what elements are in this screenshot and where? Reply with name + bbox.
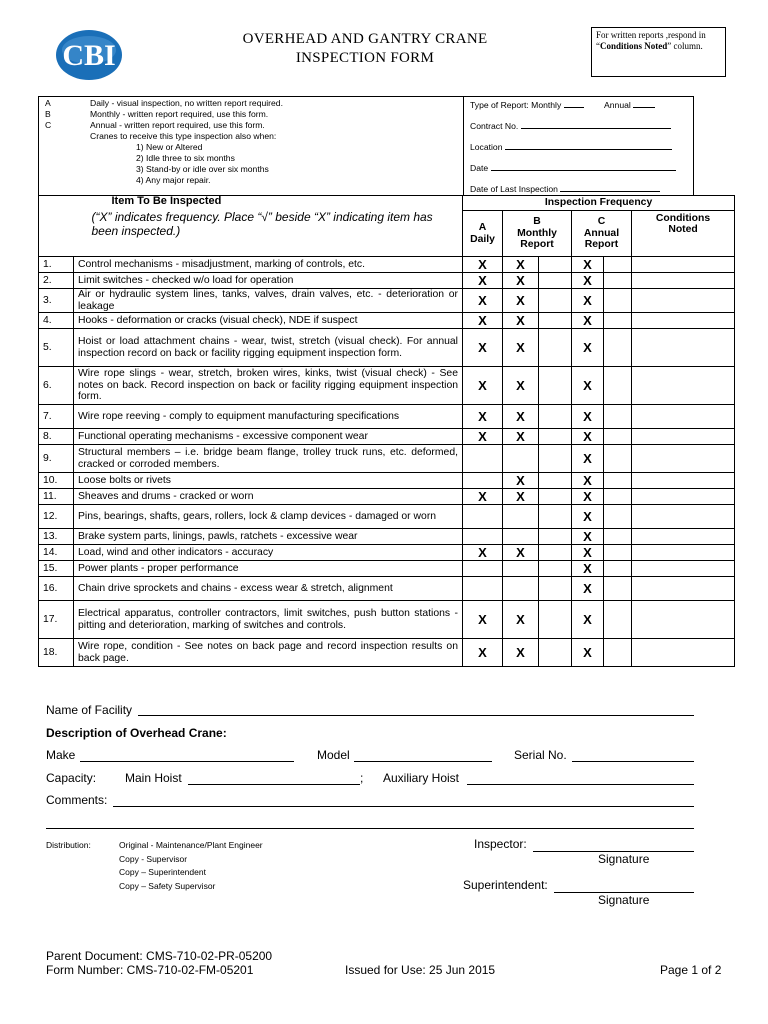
row-item-text: Air or hydraulic system lines, tanks, valves, drain valves, etc. - deterioration or leakage bbox=[74, 289, 463, 313]
row-number: 13. bbox=[39, 529, 74, 545]
contract-blank[interactable] bbox=[521, 119, 671, 129]
monthly-mark bbox=[503, 445, 539, 473]
legend-text-a: Daily - visual inspection, no written report required. bbox=[90, 98, 283, 108]
inspection-rows bbox=[39, 257, 735, 667]
col-a-letter: A bbox=[478, 222, 487, 234]
annual-check-cell[interactable] bbox=[604, 529, 632, 545]
capacity-separator: ; bbox=[360, 771, 364, 785]
table-row bbox=[39, 429, 735, 445]
row-number: 6. bbox=[39, 367, 74, 405]
type-label: Type of Report: bbox=[470, 100, 529, 110]
frequency-header: Inspection Frequency bbox=[463, 196, 735, 211]
annual-check-cell[interactable] bbox=[604, 313, 632, 329]
annual-mark: X bbox=[572, 505, 604, 529]
monthly-check-cell[interactable] bbox=[539, 601, 572, 639]
parent-document: Parent Document: CMS-710-02-PR-05200 bbox=[46, 949, 273, 963]
annual-mark: X bbox=[572, 639, 604, 667]
legend-cond-2: 2) Idle three to six months bbox=[136, 153, 235, 163]
table-row bbox=[39, 545, 735, 561]
legend-letter-b: B bbox=[45, 109, 51, 119]
annual-check-cell[interactable] bbox=[604, 473, 632, 489]
table-row bbox=[39, 257, 735, 273]
row-number: 5. bbox=[39, 329, 74, 367]
distribution-item-1: Original - Maintenance/Plant Engineer bbox=[119, 840, 263, 850]
model-field[interactable] bbox=[354, 761, 492, 762]
conditions-noted-cell[interactable] bbox=[632, 505, 735, 529]
make-field[interactable] bbox=[80, 761, 294, 762]
annual-check-cell[interactable] bbox=[604, 545, 632, 561]
inspector-signature-caption: Signature bbox=[598, 852, 650, 866]
table-row bbox=[39, 601, 735, 639]
row-number: 3. bbox=[39, 289, 74, 313]
legend-text-c: Annual - written report required, use this form. bbox=[90, 120, 265, 130]
row-item-text: Structural members – i.e. bridge beam flange, trolley truck runs, etc. deformed, cracked or corroded members. bbox=[74, 445, 463, 473]
type-of-report-row bbox=[470, 98, 680, 110]
row-number: 14. bbox=[39, 545, 74, 561]
monthly-mark: X bbox=[503, 289, 539, 313]
row-number: 1. bbox=[39, 257, 74, 273]
row-item-text: Wire rope reeving - comply to equipment manufacturing specifications bbox=[74, 405, 463, 429]
annual-check-cell[interactable] bbox=[604, 273, 632, 289]
conditions-noted-cell[interactable] bbox=[632, 405, 735, 429]
col-c-letter: C bbox=[597, 216, 606, 228]
col-b-sub: Report bbox=[520, 239, 554, 251]
table-row bbox=[39, 367, 735, 405]
row-item-text: Power plants - proper performance bbox=[74, 561, 463, 577]
annual-mark: X bbox=[572, 405, 604, 429]
note-pre: For written reports ,respond in “ bbox=[596, 30, 706, 51]
legend-cond-1: 1) New or Altered bbox=[136, 142, 203, 152]
daily-mark: X bbox=[463, 289, 503, 313]
row-item-text: Limit switches - checked w/o load for operation bbox=[74, 273, 463, 289]
annual-check-cell[interactable] bbox=[604, 445, 632, 473]
monthly-mark: X bbox=[503, 601, 539, 639]
table-row bbox=[39, 489, 735, 505]
crane-description-heading: Description of Overhead Crane: bbox=[46, 726, 227, 740]
conditions-noted-cell[interactable] bbox=[632, 473, 735, 489]
monthly-mark: X bbox=[503, 273, 539, 289]
capacity-label: Capacity: bbox=[46, 771, 97, 785]
annual-mark: X bbox=[572, 577, 604, 601]
table-header-row-1 bbox=[39, 196, 735, 211]
monthly-mark bbox=[503, 529, 539, 545]
annual-check-cell[interactable] bbox=[604, 561, 632, 577]
header-item-cell bbox=[74, 196, 463, 257]
row-item-text: Wire rope slings - wear, stretch, broken wires, kinks, twist (visual check) - See notes on back. Record inspection on back or facility rigging equipment inspection form. bbox=[74, 367, 463, 405]
monthly-mark: X bbox=[503, 545, 539, 561]
legend-letter-c: C bbox=[45, 120, 52, 130]
row-item-text: Wire rope, condition - See notes on back page and record inspection results on back page. bbox=[74, 639, 463, 667]
daily-mark bbox=[463, 577, 503, 601]
annual-check-cell[interactable] bbox=[604, 639, 632, 667]
table-row bbox=[39, 505, 735, 529]
table-row bbox=[39, 529, 735, 545]
svg-text:CBI: CBI bbox=[62, 39, 116, 72]
col-c-label: Annual bbox=[583, 227, 620, 239]
daily-mark: X bbox=[463, 489, 503, 505]
daily-mark bbox=[463, 529, 503, 545]
page-number: Page 1 of 2 bbox=[660, 963, 722, 977]
monthly-check-cell[interactable] bbox=[539, 473, 572, 489]
conditions-noted-cell[interactable] bbox=[632, 367, 735, 405]
table-row bbox=[39, 273, 735, 289]
superintendent-signature-caption: Signature bbox=[598, 893, 650, 907]
row-number: 15. bbox=[39, 561, 74, 577]
inspector-label: Inspector: bbox=[474, 837, 527, 851]
distribution-item-4: Copy – Safety Supervisor bbox=[119, 881, 216, 891]
monthly-check-cell[interactable] bbox=[539, 529, 572, 545]
monthly-mark: X bbox=[503, 405, 539, 429]
aux-hoist-label: Auxiliary Hoist bbox=[383, 771, 460, 785]
monthly-check-cell[interactable] bbox=[539, 257, 572, 273]
form-title bbox=[160, 30, 570, 68]
monthly-mark: X bbox=[503, 257, 539, 273]
item-subheader: (“X” indicates frequency. Place “√” beside “X” indicating item has been inspected.) bbox=[91, 210, 433, 239]
annual-check-cell[interactable] bbox=[604, 489, 632, 505]
row-item-text: Pins, bearings, shafts, gears, rollers, lock & clamp devices - damaged or worn bbox=[74, 505, 463, 529]
col-b-label: Monthly bbox=[517, 227, 557, 239]
annual-mark: X bbox=[572, 489, 604, 505]
annual-mark: X bbox=[572, 529, 604, 545]
aux-hoist-field[interactable] bbox=[467, 784, 694, 785]
conditions-noted-cell[interactable] bbox=[632, 601, 735, 639]
annual-check-cell[interactable] bbox=[604, 367, 632, 405]
col-b-header bbox=[503, 211, 572, 257]
row-item-text: Control mechanisms - misadjustment, marking of controls, etc. bbox=[74, 257, 463, 273]
item-header: Item To Be Inspected bbox=[111, 195, 222, 207]
row-number: 16. bbox=[39, 577, 74, 601]
annual-mark: X bbox=[572, 545, 604, 561]
table-row bbox=[39, 473, 735, 489]
location-label: Location bbox=[470, 142, 503, 152]
daily-mark bbox=[463, 445, 503, 473]
title-line1: OVERHEAD AND GANTRY CRANE bbox=[242, 31, 488, 47]
comments-field-line1[interactable] bbox=[113, 806, 694, 807]
conditions-noted-cell[interactable] bbox=[632, 545, 735, 561]
distribution-item-2: Copy - Supervisor bbox=[119, 854, 188, 864]
written-report-note bbox=[591, 27, 726, 77]
facility-field[interactable] bbox=[138, 715, 694, 716]
row-number: 8. bbox=[39, 429, 74, 445]
row-number: 11. bbox=[39, 489, 74, 505]
conditions-noted-cell[interactable] bbox=[632, 489, 735, 505]
row-number: 7. bbox=[39, 405, 74, 429]
annual-mark: X bbox=[572, 257, 604, 273]
daily-mark: X bbox=[463, 313, 503, 329]
row-item-text: Hoist or load attachment chains - wear, twist, stretch (visual check). For annual inspection record on back or facility rigging equipment inspection form. bbox=[74, 329, 463, 367]
monthly-check-cell[interactable] bbox=[539, 367, 572, 405]
conditions-noted-cell[interactable] bbox=[632, 577, 735, 601]
last-inspection-row bbox=[470, 182, 680, 194]
note-post: ” column. bbox=[667, 41, 703, 51]
row-item-text: Brake system parts, linings, pawls, ratchets - excessive wear bbox=[74, 529, 463, 545]
row-number: 4. bbox=[39, 313, 74, 329]
row-item-text: Electrical apparatus, controller contractors, limit switches, push button stations - pitting and deterioration, marking of switches and controls. bbox=[74, 601, 463, 639]
annual-mark: X bbox=[572, 473, 604, 489]
date-blank[interactable] bbox=[491, 161, 676, 171]
col-b-letter: B bbox=[533, 216, 541, 228]
monthly-blank[interactable] bbox=[564, 98, 584, 108]
monthly-check-cell[interactable] bbox=[539, 505, 572, 529]
header-num-cell bbox=[39, 196, 74, 257]
daily-mark: X bbox=[463, 429, 503, 445]
row-number: 12. bbox=[39, 505, 74, 529]
row-number: 18. bbox=[39, 639, 74, 667]
table-row bbox=[39, 405, 735, 429]
annual-check-cell[interactable] bbox=[604, 505, 632, 529]
comments-label: Comments: bbox=[46, 793, 108, 807]
serial-label: Serial No. bbox=[514, 748, 567, 762]
monthly-check-cell[interactable] bbox=[539, 329, 572, 367]
annual-mark: X bbox=[572, 329, 604, 367]
daily-mark: X bbox=[463, 405, 503, 429]
conditions-noted-cell[interactable] bbox=[632, 429, 735, 445]
monthly-check-cell[interactable] bbox=[539, 429, 572, 445]
legend-cond-4: 4) Any major repair. bbox=[136, 175, 211, 185]
form-number: Form Number: CMS-710-02-FM-05201 bbox=[46, 963, 254, 977]
last-inspection-label: Date of Last Inspection bbox=[470, 184, 558, 194]
daily-mark: X bbox=[463, 545, 503, 561]
monthly-check-cell[interactable] bbox=[539, 405, 572, 429]
table-row bbox=[39, 445, 735, 473]
annual-check-cell[interactable] bbox=[604, 601, 632, 639]
col-conditions-line2: Noted bbox=[668, 224, 698, 236]
annual-check-cell[interactable] bbox=[604, 429, 632, 445]
conditions-noted-cell[interactable] bbox=[632, 639, 735, 667]
row-item-text: Loose bolts or rivets bbox=[74, 473, 463, 489]
monthly-mark: X bbox=[503, 367, 539, 405]
annual-mark: X bbox=[572, 289, 604, 313]
annual-check-cell[interactable] bbox=[604, 329, 632, 367]
annual-check-cell[interactable] bbox=[604, 257, 632, 273]
annual-label: Annual bbox=[604, 100, 631, 110]
monthly-mark: X bbox=[503, 639, 539, 667]
monthly-check-cell[interactable] bbox=[539, 273, 572, 289]
annual-blank[interactable] bbox=[633, 98, 655, 108]
table-row bbox=[39, 289, 735, 313]
daily-mark: X bbox=[463, 367, 503, 405]
row-item-text: Chain drive sprockets and chains - excess wear & stretch, alignment bbox=[74, 577, 463, 601]
daily-mark: X bbox=[463, 601, 503, 639]
col-c-header bbox=[572, 211, 632, 257]
row-item-text: Load, wind and other indicators - accuracy bbox=[74, 545, 463, 561]
row-number: 17. bbox=[39, 601, 74, 639]
daily-mark: X bbox=[463, 273, 503, 289]
legend-letter-a: A bbox=[45, 98, 51, 108]
table-row bbox=[39, 561, 735, 577]
model-label: Model bbox=[317, 748, 350, 762]
monthly-mark bbox=[503, 577, 539, 601]
superintendent-label: Superintendent: bbox=[463, 878, 548, 892]
conditions-noted-cell[interactable] bbox=[632, 445, 735, 473]
daily-mark: X bbox=[463, 639, 503, 667]
daily-mark bbox=[463, 473, 503, 489]
inspection-table bbox=[38, 195, 735, 667]
col-c-sub: Report bbox=[584, 239, 619, 251]
annual-check-cell[interactable] bbox=[604, 405, 632, 429]
conditions-noted-cell[interactable] bbox=[632, 273, 735, 289]
annual-mark: X bbox=[572, 367, 604, 405]
annual-check-cell[interactable] bbox=[604, 289, 632, 313]
facility-label: Name of Facility bbox=[46, 703, 133, 717]
legend-also: Cranes to receive this type inspection also when: bbox=[90, 131, 277, 141]
col-conditions-line1: Conditions bbox=[655, 213, 711, 224]
monthly-mark bbox=[503, 505, 539, 529]
row-item-text: Hooks - deformation or cracks (visual check), NDE if suspect bbox=[74, 313, 463, 329]
monthly-check-cell[interactable] bbox=[539, 489, 572, 505]
monthly-mark: X bbox=[503, 329, 539, 367]
annual-mark: X bbox=[572, 601, 604, 639]
monthly-check-cell[interactable] bbox=[539, 445, 572, 473]
conditions-noted-cell[interactable] bbox=[632, 289, 735, 313]
annual-check-cell[interactable] bbox=[604, 577, 632, 601]
monthly-label: Monthly bbox=[531, 100, 562, 110]
daily-mark: X bbox=[463, 257, 503, 273]
monthly-check-cell[interactable] bbox=[539, 561, 572, 577]
monthly-mark: X bbox=[503, 473, 539, 489]
daily-mark: X bbox=[463, 329, 503, 367]
row-item-text: Sheaves and drums - cracked or worn bbox=[74, 489, 463, 505]
last-inspection-blank[interactable] bbox=[560, 182, 660, 192]
monthly-mark: X bbox=[503, 489, 539, 505]
serial-field[interactable] bbox=[572, 761, 694, 762]
conditions-noted-cell[interactable] bbox=[632, 329, 735, 367]
col-a-header bbox=[463, 211, 503, 257]
row-number: 2. bbox=[39, 273, 74, 289]
date-row bbox=[470, 161, 680, 173]
daily-mark bbox=[463, 561, 503, 577]
legend-text-b: Monthly - written report required, use this form. bbox=[90, 109, 269, 119]
note-bold: Conditions Noted bbox=[600, 41, 668, 51]
monthly-check-cell[interactable] bbox=[539, 639, 572, 667]
daily-mark bbox=[463, 505, 503, 529]
title-line2: INSPECTION FORM bbox=[295, 50, 435, 66]
distribution-label: Distribution: bbox=[46, 840, 91, 850]
contract-label: Contract No. bbox=[470, 121, 519, 131]
comments-field-line2[interactable] bbox=[46, 828, 694, 829]
row-number: 9. bbox=[39, 445, 74, 473]
location-row bbox=[470, 140, 680, 152]
make-label: Make bbox=[46, 748, 76, 762]
row-number: 10. bbox=[39, 473, 74, 489]
table-row bbox=[39, 577, 735, 601]
row-item-text: Functional operating mechanisms - excessive component wear bbox=[74, 429, 463, 445]
conditions-noted-cell[interactable] bbox=[632, 561, 735, 577]
monthly-mark: X bbox=[503, 429, 539, 445]
col-a-label: Daily bbox=[470, 233, 495, 245]
conditions-noted-cell[interactable] bbox=[632, 313, 735, 329]
annual-mark: X bbox=[572, 273, 604, 289]
table-row bbox=[39, 313, 735, 329]
main-hoist-label: Main Hoist bbox=[125, 771, 182, 785]
monthly-mark: X bbox=[503, 313, 539, 329]
monthly-mark bbox=[503, 561, 539, 577]
main-hoist-field[interactable] bbox=[188, 784, 360, 785]
monthly-check-cell[interactable] bbox=[539, 577, 572, 601]
annual-mark: X bbox=[572, 561, 604, 577]
header-divider bbox=[463, 96, 464, 196]
annual-mark: X bbox=[572, 445, 604, 473]
monthly-check-cell[interactable] bbox=[539, 313, 572, 329]
distribution-item-3: Copy – Superintendent bbox=[119, 867, 206, 877]
annual-mark: X bbox=[572, 429, 604, 445]
date-label: Date bbox=[470, 163, 489, 173]
conditions-noted-cell[interactable] bbox=[632, 529, 735, 545]
col-conditions-header bbox=[632, 211, 735, 257]
annual-mark: X bbox=[572, 313, 604, 329]
legend-cond-3: 3) Stand-by or idle over six months bbox=[136, 164, 269, 174]
contract-row bbox=[470, 119, 680, 131]
cbi-logo bbox=[52, 26, 126, 84]
table-row bbox=[39, 639, 735, 667]
location-blank[interactable] bbox=[505, 140, 672, 150]
issued-date: Issued for Use: 25 Jun 2015 bbox=[345, 963, 496, 977]
table-row bbox=[39, 329, 735, 367]
conditions-noted-cell[interactable] bbox=[632, 257, 735, 273]
monthly-check-cell[interactable] bbox=[539, 545, 572, 561]
monthly-check-cell[interactable] bbox=[539, 289, 572, 313]
